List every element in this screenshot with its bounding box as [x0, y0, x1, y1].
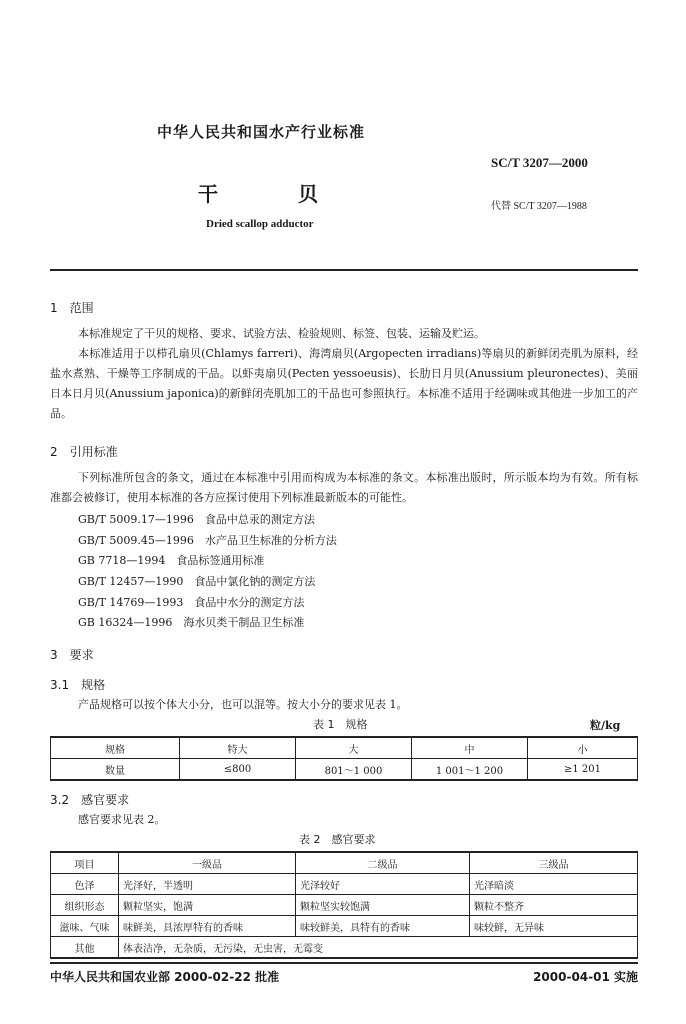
- section-2-body: [50, 468, 638, 508]
- section-3-heading: 3 要求: [50, 648, 94, 662]
- reference-item: GB/T 5009.17—1996 食品中总汞的测定方法: [78, 513, 315, 526]
- table-cell: 三级品: [470, 852, 638, 874]
- table-cell: ≥1 201: [528, 759, 638, 781]
- table-cell: 规格: [51, 737, 180, 759]
- reference-item: GB/T 14769—1993 食品中水分的测定方法: [78, 596, 305, 609]
- table-cell: 其他: [51, 937, 119, 959]
- section-3-1-text: 产品规格可以按个体大小分，也可以混等。按大小分的要求见表 1。: [78, 698, 408, 711]
- table-cell: 中: [412, 737, 528, 759]
- table-row: [51, 937, 638, 959]
- section-3-1-heading: 3.1 规格: [50, 678, 106, 692]
- implementation-date: 2000-04-01 实施: [533, 970, 638, 984]
- approval-note: 中华人民共和国农业部 2000-02-22 批准: [50, 970, 280, 984]
- section-3-2-heading: 3.2 感官要求: [50, 793, 130, 807]
- table-cell: 组织形态: [51, 895, 119, 916]
- section-2-para-1: 下列标准所包含的条文，通过在本标准中引用而构成为本标准的条文。本标准出版时，所示版本均为有效。所有标准都会被修订，使用本标准的各方应探讨使用下列标准最新版本的可能性。: [50, 471, 638, 504]
- table-cell: 体表洁净，无杂质，无污染，无虫害，无霉变: [119, 937, 638, 959]
- section-1-para-1: 本标准规定了干贝的规格、要求、试验方法、检验规则、标签、包装、运输及贮运。: [78, 327, 485, 340]
- table-row: [51, 916, 638, 937]
- table-cell: 特大: [180, 737, 296, 759]
- section-1-heading: 1 范围: [50, 301, 94, 315]
- table-cell: 味较鲜美，具特有的香味: [296, 916, 470, 937]
- table-1-unit: 粒/kg: [590, 719, 621, 732]
- table-cell: 801～1 000: [296, 759, 412, 781]
- header-rule: [50, 269, 638, 271]
- section-3-2-text: 感官要求见表 2。: [78, 813, 166, 826]
- section-1-para-2: 本标准适用于以栉孔扇贝(Chlamys farreri)、海湾扇贝(Argopecten irradians)等扇贝的新鲜闭壳肌为原料，经盐水煮熟、干燥等工序制成的干品。以虾夷扇贝(Pecten yessoeusis)、长肋日月贝(Anussium pleuronectes)、美丽日本日月贝(Anussium japonica)的新鲜闭壳肌加工的干品也可参照执行。本标准不适用于经调味或其他进一步加工的产品。: [50, 347, 638, 420]
- table-row: [51, 874, 638, 895]
- table-cell: 色泽: [51, 874, 119, 895]
- table-cell: ≤800: [180, 759, 296, 781]
- section-2-heading: 2 引用标准: [50, 445, 118, 459]
- replaces-note: 代替 SC/T 3207—1988: [491, 201, 587, 212]
- table-row: [51, 759, 638, 781]
- table-cell: 一级品: [119, 852, 296, 874]
- section-1-body: [50, 324, 638, 424]
- reference-item: GB 16324—1996 海水贝类干制品卫生标准: [78, 616, 305, 629]
- reference-item: GB 7718—1994 食品标签通用标准: [78, 554, 265, 567]
- table-cell: 味较鲜，无异味: [470, 916, 638, 937]
- table-row: [51, 737, 638, 759]
- standard-code: SC/T 3207—2000: [491, 155, 588, 170]
- table-1-caption: 表 1 规格: [313, 718, 368, 731]
- table-cell: 滋味、气味: [51, 916, 119, 937]
- footer-rule: [50, 962, 638, 964]
- reference-item: GB/T 5009.45—1996 水产品卫生标准的分析方法: [78, 534, 337, 547]
- table-cell: 项目: [51, 852, 119, 874]
- table-cell: 大: [296, 737, 412, 759]
- table-cell: 味鲜美，具浓厚特有的香味: [119, 916, 296, 937]
- table-cell: 颗粒坚实较饱满: [296, 895, 470, 916]
- table-cell: 颗粒不整齐: [470, 895, 638, 916]
- english-subtitle: Dried scallop adductor: [206, 218, 314, 230]
- document-title: 干 贝: [198, 182, 318, 206]
- table-cell: 小: [528, 737, 638, 759]
- table-row: [51, 852, 638, 874]
- table-cell: 二级品: [296, 852, 470, 874]
- table-2-caption: 表 2 感官要求: [299, 833, 376, 846]
- table-1-spec: [50, 736, 638, 781]
- table-cell: 1 001～1 200: [412, 759, 528, 781]
- standard-title: 中华人民共和国水产行业标准: [157, 123, 366, 141]
- table-row: [51, 895, 638, 916]
- table-cell: 数量: [51, 759, 180, 781]
- table-cell: 光泽好，半透明: [119, 874, 296, 895]
- reference-item: GB/T 12457—1990 食品中氯化钠的测定方法: [78, 575, 316, 588]
- table-cell: 光泽暗淡: [470, 874, 638, 895]
- table-cell: 颗粒坚实，饱满: [119, 895, 296, 916]
- table-2-sensory: [50, 851, 638, 959]
- table-cell: 光泽较好: [296, 874, 470, 895]
